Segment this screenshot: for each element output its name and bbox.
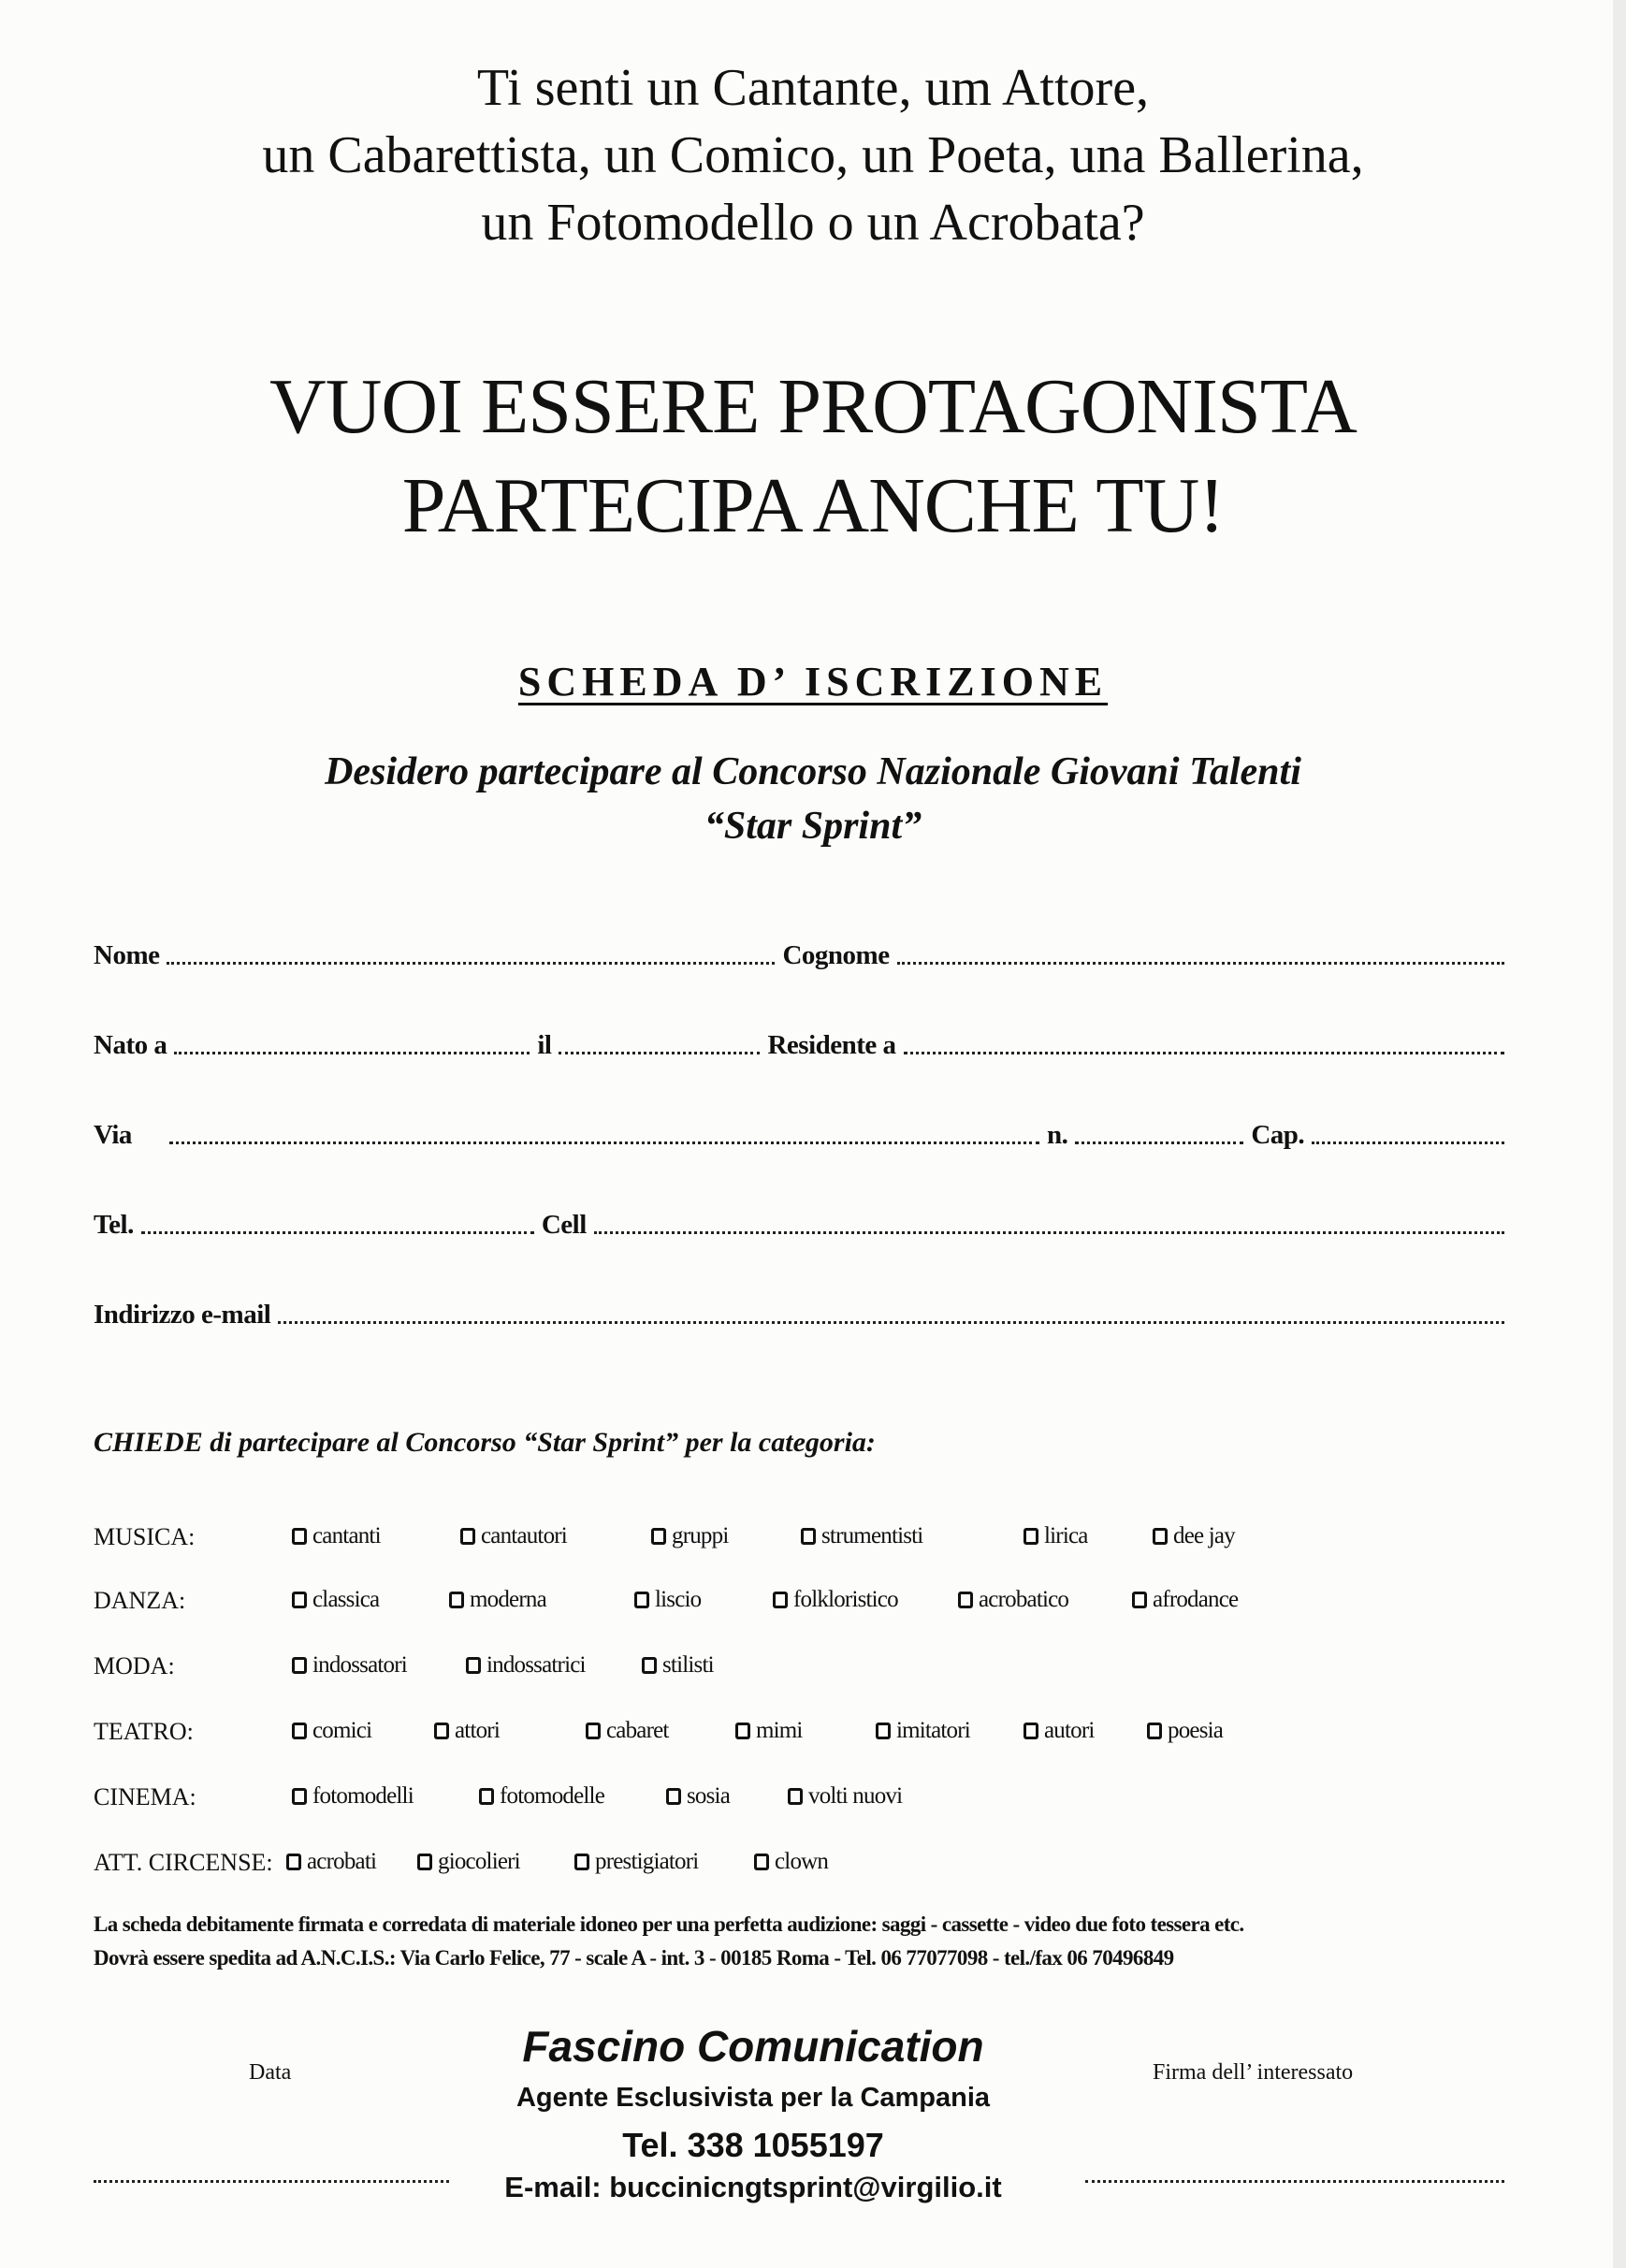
- option-acrobati[interactable]: acrobati: [286, 1849, 376, 1875]
- scan-edge: [1613, 0, 1626, 2268]
- option-indossatrici[interactable]: indossatrici: [466, 1652, 586, 1679]
- checkbox-icon[interactable]: [642, 1657, 657, 1674]
- headline: [0, 357, 1626, 556]
- checkbox-icon[interactable]: [735, 1723, 750, 1739]
- checkbox-icon[interactable]: [586, 1723, 601, 1739]
- category-label-musica: MUSICA:: [94, 1523, 196, 1550]
- field-cap[interactable]: [1312, 1141, 1504, 1144]
- checkbox-icon[interactable]: [292, 1657, 307, 1674]
- option-poesia[interactable]: poesia: [1147, 1718, 1223, 1744]
- option-liscio[interactable]: liscio: [634, 1587, 701, 1613]
- agent-email: E-mail: buccinicngtsprint@virgilio.it: [504, 2171, 1002, 2203]
- option-mimi[interactable]: mimi: [735, 1718, 803, 1744]
- field-data-nascita[interactable]: [559, 1052, 760, 1054]
- label-il: il: [537, 1030, 552, 1060]
- option-moderna[interactable]: moderna: [449, 1587, 546, 1613]
- option-afrodance[interactable]: afrodance: [1132, 1587, 1238, 1613]
- option-clown[interactable]: clown: [754, 1849, 828, 1875]
- label-via: Via: [94, 1120, 132, 1150]
- checkbox-icon[interactable]: [292, 1528, 307, 1545]
- label-cap: Cap.: [1251, 1120, 1305, 1150]
- checkbox-icon[interactable]: [1024, 1723, 1038, 1739]
- label-nato-a: Nato a: [94, 1030, 167, 1060]
- checkbox-icon[interactable]: [651, 1528, 666, 1545]
- intro-line-3: un Fotomodello o un Acrobata?: [481, 194, 1145, 252]
- checkbox-icon[interactable]: [666, 1788, 681, 1805]
- agent-tel: Tel. 338 1055197: [622, 2126, 884, 2164]
- option-prestigiatori[interactable]: prestigiatori: [574, 1849, 698, 1875]
- agency-name: Fascino Comunication: [522, 2022, 984, 2071]
- option-giocolieri[interactable]: giocolieri: [417, 1849, 520, 1875]
- field-cognome[interactable]: [897, 962, 1504, 965]
- category-cinema: [94, 1783, 1497, 1821]
- category-danza: [94, 1587, 1497, 1624]
- category-label-teatro: TEATRO:: [94, 1718, 194, 1745]
- category-label-moda: MODA:: [94, 1652, 175, 1679]
- headline-line-2: PARTECIPA ANCHE TU!: [401, 462, 1225, 549]
- option-imitatori[interactable]: imitatori: [876, 1718, 970, 1744]
- checkbox-icon[interactable]: [292, 1788, 307, 1805]
- field-nome[interactable]: [167, 962, 775, 965]
- option-attori[interactable]: attori: [434, 1718, 500, 1744]
- option-comici[interactable]: comici: [292, 1718, 371, 1744]
- option-fotomodelle[interactable]: fotomodelle: [479, 1783, 604, 1810]
- row-email: [94, 1293, 1504, 1330]
- checkbox-icon[interactable]: [449, 1592, 464, 1608]
- form-subtitle-line-2: “Star Sprint”: [704, 805, 922, 848]
- option-cantautori[interactable]: cantautori: [460, 1523, 567, 1549]
- checkbox-icon[interactable]: [479, 1788, 494, 1805]
- category-label-danza: DANZA:: [94, 1587, 186, 1614]
- option-fotomodelli[interactable]: fotomodelli: [292, 1783, 414, 1810]
- intro-text: [0, 54, 1626, 256]
- category-musica: [94, 1523, 1497, 1561]
- firma-label: Firma dell’ interessato: [1153, 2060, 1354, 2085]
- field-residente-a[interactable]: [904, 1052, 1504, 1054]
- field-tel[interactable]: [141, 1231, 534, 1234]
- category-moda: [94, 1652, 1497, 1690]
- label-residente-a: Residente a: [767, 1030, 896, 1060]
- field-numero[interactable]: [1075, 1141, 1243, 1144]
- firma-field[interactable]: [1085, 2180, 1504, 2183]
- checkbox-icon[interactable]: [574, 1854, 589, 1870]
- option-lirica[interactable]: lirica: [1024, 1523, 1088, 1549]
- label-cognome: Cognome: [782, 940, 890, 970]
- checkbox-icon[interactable]: [292, 1592, 307, 1608]
- field-email[interactable]: [278, 1321, 1504, 1324]
- checkbox-icon[interactable]: [417, 1854, 432, 1870]
- checkbox-icon[interactable]: [1024, 1528, 1038, 1545]
- field-nato-a[interactable]: [174, 1052, 530, 1054]
- option-volti-nuovi[interactable]: volti nuovi: [788, 1783, 902, 1810]
- label-nome: Nome: [94, 940, 160, 970]
- field-cell[interactable]: [594, 1231, 1504, 1234]
- category-teatro: [94, 1718, 1497, 1755]
- option-sosia[interactable]: sosia: [666, 1783, 730, 1810]
- option-autori[interactable]: autori: [1024, 1718, 1095, 1744]
- checkbox-icon[interactable]: [773, 1592, 788, 1608]
- category-circense: [94, 1849, 1497, 1886]
- agent-role: Agente Esclusivista per la Campania: [515, 2083, 991, 2113]
- data-label: Data: [249, 2060, 292, 2085]
- category-label-cinema: CINEMA:: [94, 1783, 196, 1810]
- option-dee-jay[interactable]: dee jay: [1153, 1523, 1235, 1549]
- checkbox-icon[interactable]: [958, 1592, 973, 1608]
- label-numero: n.: [1046, 1120, 1068, 1150]
- label-tel: Tel.: [94, 1210, 134, 1240]
- checkbox-icon[interactable]: [788, 1788, 803, 1805]
- checkbox-icon[interactable]: [1132, 1592, 1147, 1608]
- field-via[interactable]: [169, 1141, 1039, 1144]
- option-acrobatico[interactable]: acrobatico: [958, 1587, 1068, 1613]
- row-nome-cognome: [94, 934, 1504, 971]
- form-subtitle: [0, 745, 1626, 853]
- checkbox-icon[interactable]: [634, 1592, 649, 1608]
- checkbox-icon[interactable]: [292, 1723, 307, 1739]
- note-line-1: La scheda debitamente firmata e corredata di materiale idoneo per una perfetta audizione: saggi - cassette - video due foto tessera etc.: [94, 1912, 1244, 1936]
- option-strumentisti[interactable]: strumentisti: [801, 1523, 922, 1549]
- checkbox-icon[interactable]: [754, 1854, 769, 1870]
- label-email: Indirizzo e-mail: [94, 1300, 271, 1330]
- category-label-circense: ATT. CIRCENSE:: [94, 1849, 273, 1876]
- checkbox-icon[interactable]: [466, 1657, 481, 1674]
- intro-line-1: Ti senti un Cantante, um Attore,: [476, 59, 1150, 117]
- checkbox-icon[interactable]: [434, 1723, 449, 1739]
- row-via: [94, 1113, 1504, 1151]
- form-subtitle-line-1: Desidero partecipare al Concorso Nazionale Giovani Talenti: [325, 750, 1301, 793]
- checkbox-icon[interactable]: [286, 1854, 301, 1870]
- form-title-text: SCHEDA D’ ISCRIZIONE: [517, 659, 1109, 705]
- note-line-2: Dovrà essere spedita ad A.N.C.I.S.: Via Carlo Felice, 77 - scale A - int. 3 - 00185 Roma - Tel. 06 77077098 - tel./fax 06 70496849: [94, 1946, 1174, 1970]
- option-stilisti[interactable]: stilisti: [642, 1652, 714, 1679]
- checkbox-icon[interactable]: [1153, 1528, 1168, 1545]
- headline-line-1: VUOI ESSERE PROTAGONISTA: [269, 363, 1357, 450]
- checkbox-icon[interactable]: [460, 1528, 475, 1545]
- option-cabaret[interactable]: cabaret: [586, 1718, 669, 1744]
- option-folkloristico[interactable]: folkloristico: [773, 1587, 898, 1613]
- option-classica[interactable]: classica: [292, 1587, 379, 1613]
- label-cell: Cell: [541, 1210, 587, 1240]
- row-nato-residente: [94, 1024, 1504, 1061]
- data-field[interactable]: [94, 2180, 449, 2183]
- checkbox-icon[interactable]: [1147, 1723, 1162, 1739]
- checkbox-icon[interactable]: [876, 1723, 891, 1739]
- option-indossatori[interactable]: indossatori: [292, 1652, 407, 1679]
- intro-line-2: un Cabarettista, un Comico, un Poeta, una Ballerina,: [262, 126, 1364, 184]
- form-title: [0, 658, 1626, 705]
- categories-intro: CHIEDE di partecipare al Concorso “Star Sprint” per la categoria:: [94, 1427, 876, 1458]
- checkbox-icon[interactable]: [801, 1528, 816, 1545]
- option-gruppi[interactable]: gruppi: [651, 1523, 728, 1549]
- row-tel-cell: [94, 1203, 1504, 1241]
- option-cantanti[interactable]: cantanti: [292, 1523, 381, 1549]
